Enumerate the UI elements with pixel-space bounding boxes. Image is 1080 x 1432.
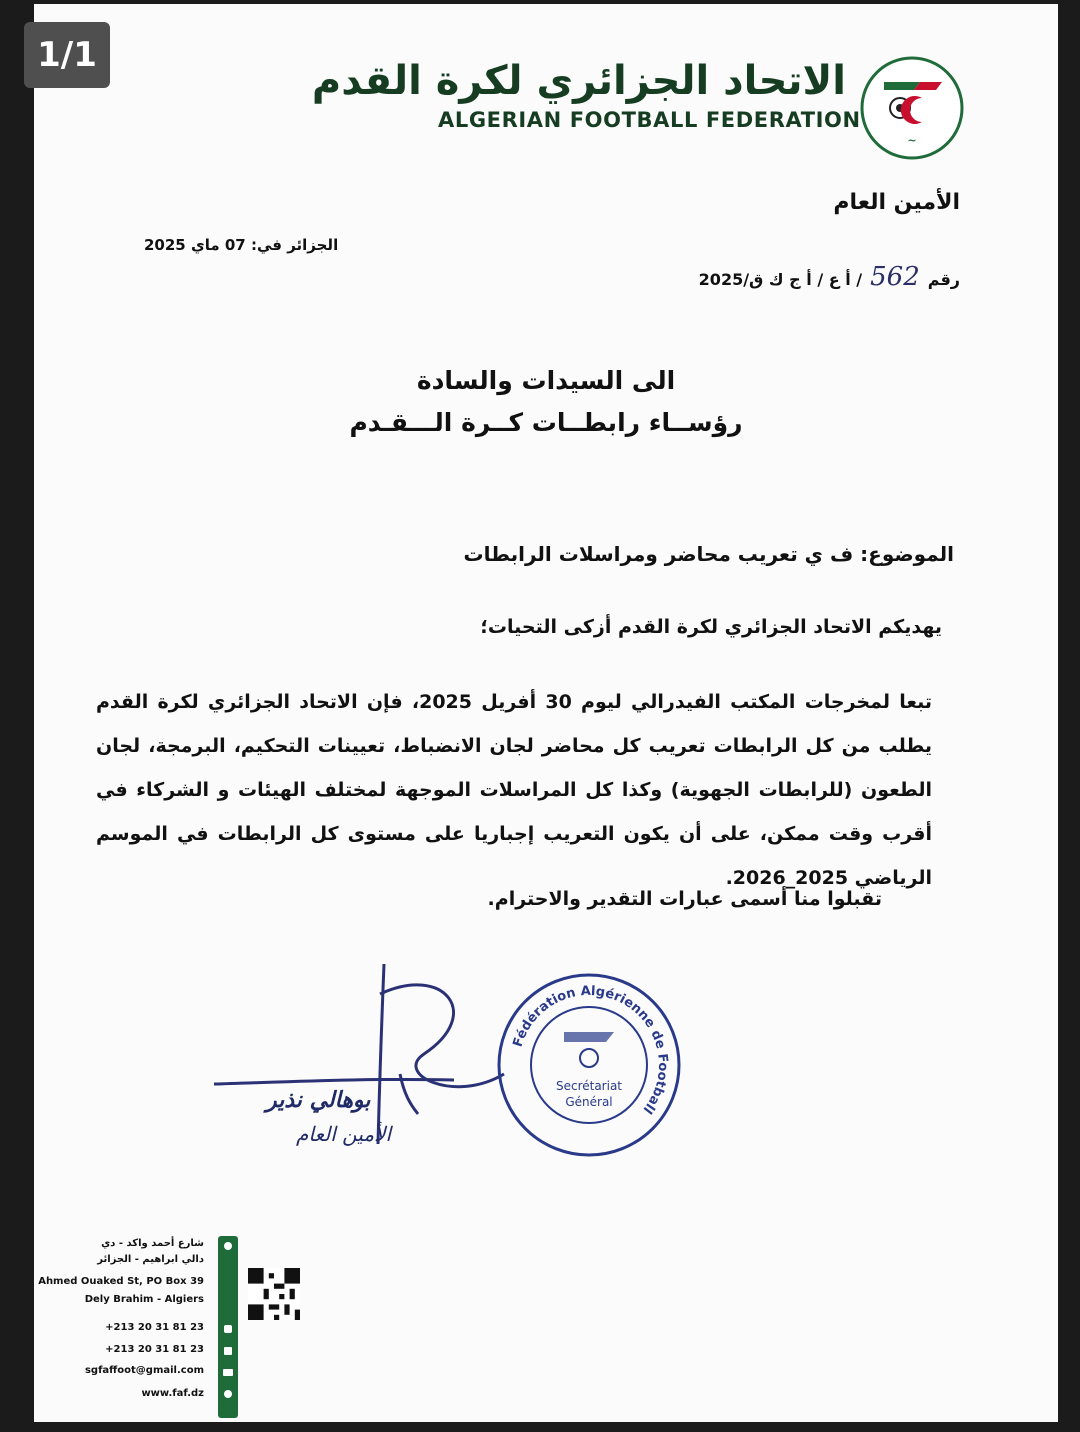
footer-fax: +213 20 31 81 23 xyxy=(105,1344,204,1355)
addressee-line-1: الى السيدات والسادة xyxy=(416,366,676,395)
reference-line xyxy=(699,262,960,292)
reference-suffix: / أ ع / أ ج ك ق/2025 xyxy=(698,270,863,289)
globe-icon xyxy=(224,1390,232,1398)
official-stamp xyxy=(494,970,684,1160)
closing-line: تقبلوا منا أسمى عبارات التقدير والاحترام. xyxy=(487,888,882,910)
footer-phone: +213 20 31 81 23 xyxy=(105,1322,204,1333)
greeting-line: يهديكم الاتحاد الجزائري لكرة القدم أزكى التحيات؛ xyxy=(480,616,942,638)
stamp-center-line-1: Secrétariat xyxy=(555,1079,623,1093)
location-icon xyxy=(224,1242,232,1250)
footer-email: sgfaffoot@gmail.com xyxy=(84,1365,204,1376)
stamp-ring-text: Fédération Algérienne de Football xyxy=(510,983,671,1117)
federation-logo xyxy=(860,56,964,160)
federation-name-english: ALGERIAN FOOTBALL FEDERATION xyxy=(438,108,861,132)
footer-address-en-2: Dely Brahim - Algiers xyxy=(84,1294,204,1305)
qr-code xyxy=(248,1268,300,1320)
reference-label: رقم xyxy=(927,270,960,289)
letter-page xyxy=(34,4,1058,1422)
footer-icon-bar xyxy=(218,1236,238,1418)
footer-website: www.faf.dz xyxy=(141,1388,204,1399)
reference-number: 562 xyxy=(870,262,920,292)
signer-name: بوهالي نذير xyxy=(266,1088,371,1113)
subject-line: الموضوع: ف ي تعريب محاضر ومراسلات الرابطات xyxy=(463,542,954,566)
signer-title: الأمين العام xyxy=(296,1122,392,1146)
page-counter: 1/1 xyxy=(24,22,110,88)
date-line: الجزائر في: 07 ماي 2025 xyxy=(144,236,339,254)
footer-address-ar-1: شارع أحمد واكد - دي xyxy=(101,1238,204,1249)
body-paragraph: تبعا لمخرجات المكتب الفيدرالي ليوم 30 أفريل 2025، فإن الاتحاد الجزائري لكرة القدم يطلب من كل الرابطات تعريب كل محاضر لجان الانضباط، تعيينات التحكيم، البرمجة، لجان الطعون (للرابطات الجهوية) وكذا كل المراسلات الموجهة لمختلف الهيئات و الشركاء في أقرب وقت ممكن، على أن يكون التعريب إجباريا على مستوى كل الرابطات في الموسم الرياضي 2025_2026. xyxy=(96,691,932,889)
addressee-line-2: رؤســاء رابطــات كــرة الـــقـدم xyxy=(349,408,743,437)
fax-icon xyxy=(224,1347,232,1355)
office-title: الأمين العام xyxy=(833,190,960,215)
federation-name-arabic: الاتحاد الجزائري لكرة القدم xyxy=(311,58,846,104)
svg-text:~: ~ xyxy=(907,134,917,147)
letter-footer xyxy=(34,1232,334,1422)
footer-address-en-1: Ahmed Ouaked St, PO Box 39 xyxy=(38,1276,204,1287)
email-icon xyxy=(223,1369,233,1376)
footer-address-ar-2: دالي ابراهيم - الجزائر xyxy=(97,1254,204,1265)
phone-icon xyxy=(224,1325,232,1333)
stamp-center-line-2: Général xyxy=(565,1095,613,1109)
